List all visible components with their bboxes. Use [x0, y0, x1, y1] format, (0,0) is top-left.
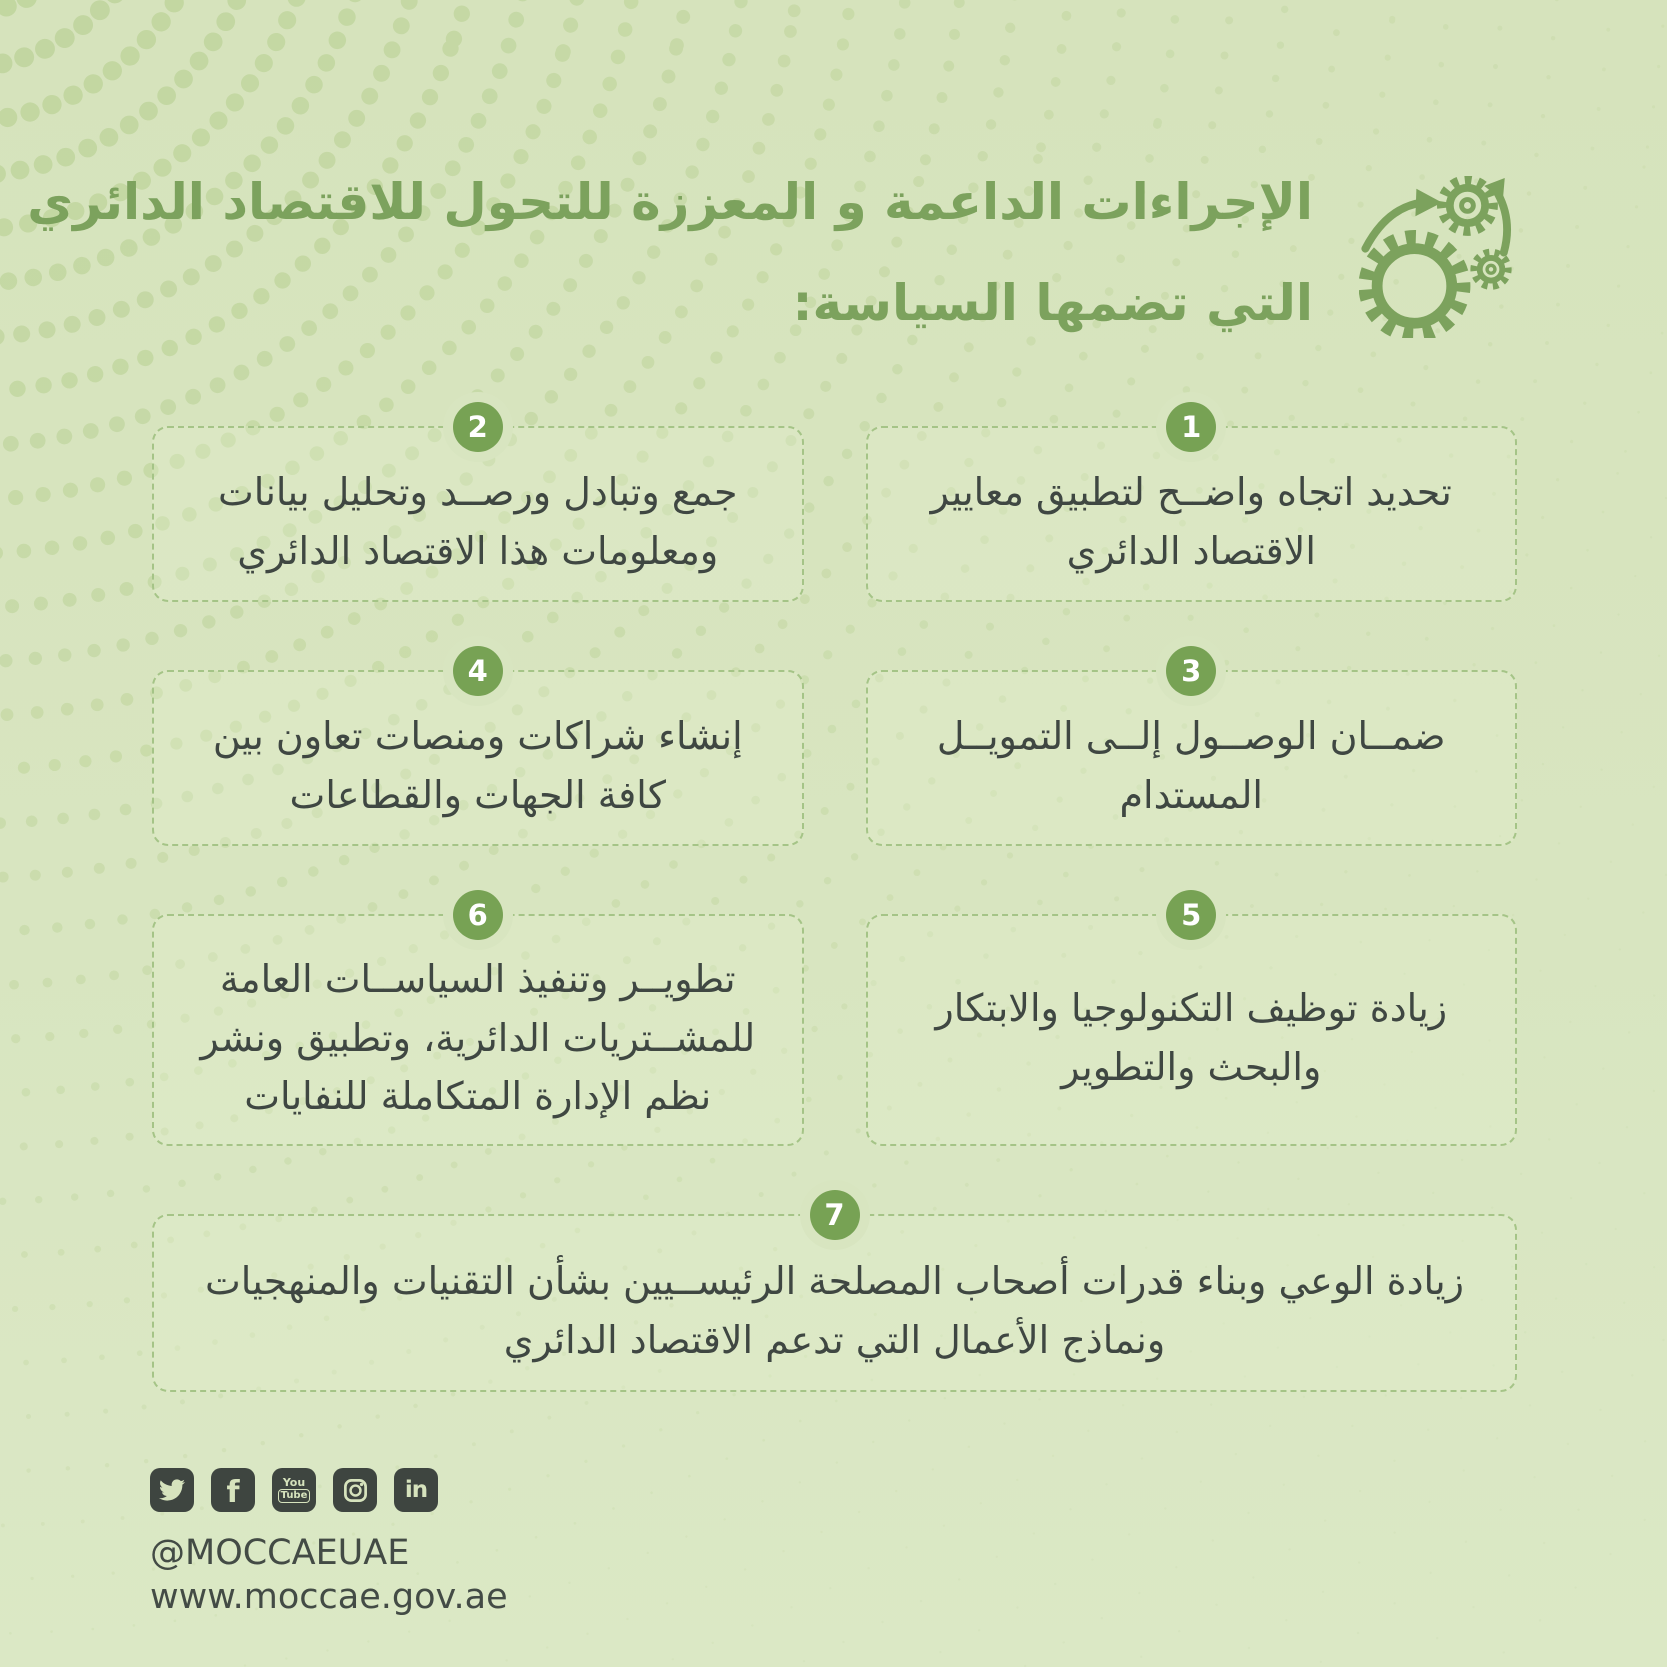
action-text: إنشاء شراكات ومنصات تعاون بين كافة الجهات والقطاعات	[212, 714, 743, 817]
gears-cycle-icon-svg	[1359, 176, 1517, 338]
step-number-badge: 1	[1166, 402, 1216, 452]
actions-grid	[152, 410, 1517, 1392]
facebook-icon[interactable]	[211, 1468, 255, 1512]
twitter-bird-glyph	[159, 1477, 185, 1503]
step-number-badge: 6	[453, 890, 503, 940]
action-text: جمع وتبادل ورصــد وتحليل بيانات ومعلومات هذا الاقتصاد الدائري	[217, 470, 738, 573]
step-number-badge: 3	[1166, 646, 1216, 696]
linkedin-icon[interactable]	[394, 1468, 438, 1512]
instagram-icon[interactable]	[333, 1468, 377, 1512]
twitter-icon[interactable]	[150, 1468, 194, 1512]
action-text: زيادة توظيف التكنولوجيا والابتكار والبحث والتطوير	[935, 986, 1448, 1089]
step-number-badge: 4	[453, 646, 503, 696]
social-icons	[150, 1468, 1517, 1512]
footer	[150, 1468, 1517, 1620]
page-title-line-2: التي تضمها السياسة:	[792, 274, 1313, 332]
header	[0, 0, 1667, 342]
action-text: تحديد اتجاه واضــح لتطبيق معايير الاقتصاد الدائري	[930, 470, 1452, 573]
action-card-1	[866, 410, 1518, 602]
action-card-3	[866, 654, 1518, 846]
gears-cycle-icon	[1359, 176, 1517, 342]
action-card-2	[152, 410, 804, 602]
youtube-icon[interactable]	[272, 1468, 316, 1512]
youtube-glyph-top: You	[282, 1476, 306, 1489]
action-card-5	[866, 898, 1518, 1146]
step-number-badge: 5	[1166, 890, 1216, 940]
linkedin-in-glyph: in	[404, 1476, 428, 1503]
action-text: تطويــر وتنفيذ السياســات العامة للمشــتريات الدائرية، وتطبيق ونشر نظم الإدارة المتكاملة للنفايات	[200, 956, 756, 1119]
instagram-camera-glyph	[342, 1477, 369, 1504]
step-number-badge: 2	[453, 402, 503, 452]
youtube-glyph-bottom: Tube	[278, 1489, 311, 1503]
page-title-line-1: الإجراءات الداعمة و المعززة للتحول للاقتصاد الدائري	[27, 173, 1313, 231]
action-card-4	[152, 654, 804, 846]
action-card-7	[152, 1198, 1517, 1392]
action-text: ضمــان الوصــول إلــى التمويــل المستدام	[936, 714, 1446, 817]
step-number-badge: 7	[810, 1190, 860, 1240]
website-url: www.moccae.gov.ae	[150, 1576, 508, 1617]
page-title	[27, 170, 1313, 336]
facebook-f-glyph: f	[226, 1475, 240, 1510]
action-text: زيادة الوعي وبناء قدرات أصحاب المصلحة الرئيســيين بشأن التقنيات والمنهجيات ونماذج الأعمال التي تدعم الاقتصاد الدائري	[204, 1259, 1465, 1362]
social-handle: @MOCCAEUAE	[150, 1533, 410, 1573]
action-card-6	[152, 898, 804, 1146]
